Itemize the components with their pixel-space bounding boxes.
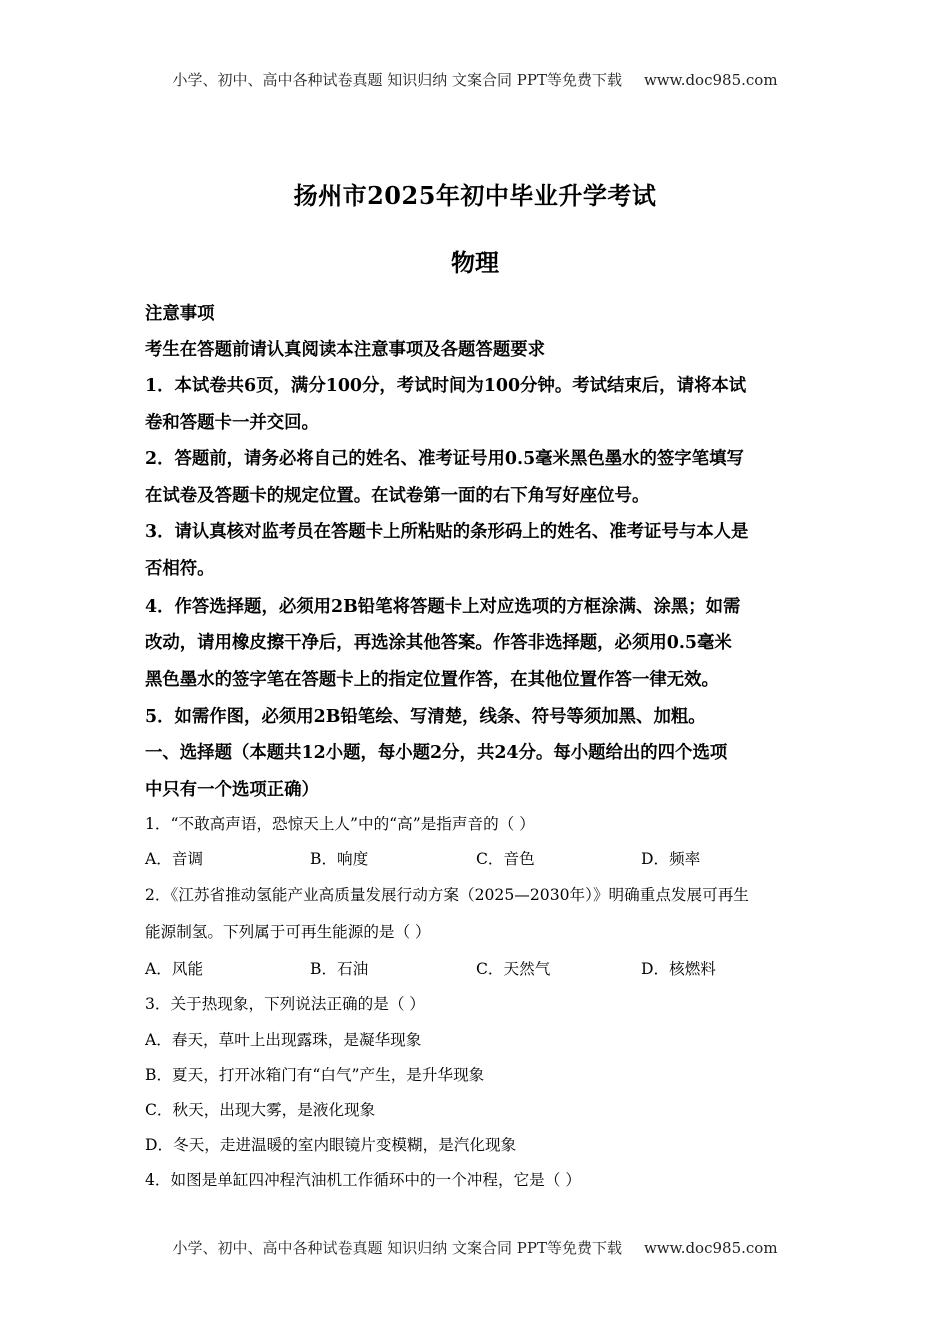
notice-line: 2．答题前，请务必将自己的姓名、准考证号用0.5毫米黑色墨水的签字笔填写 [145, 449, 744, 469]
question-1-option-c[interactable]: C．音色 [476, 850, 535, 868]
notice-heading: 注意事项 [145, 304, 215, 324]
question-3-stem: 3．关于热现象，下列说法正确的是（ ） [145, 995, 425, 1013]
header-url[interactable]: www.doc985.com [643, 71, 778, 89]
question-2-stem: 2．《江苏省推动氢能产业高质量发展行动方案（2025—2030年）》明确重点发展可再生 [145, 886, 749, 904]
question-1-stem: 1．“不敢高声语，恐惊天上人”中的“高”是指声音的（ ） [145, 815, 535, 833]
question-2-stem: 能源制氢。下列属于可再生能源的是（ ） [145, 923, 431, 941]
question-2-option-b[interactable]: B．石油 [310, 960, 369, 978]
footer-url[interactable]: www.doc985.com [643, 1239, 778, 1257]
notice-line: 卷和答题卡一并交回。 [145, 413, 319, 433]
section-heading: 一、选择题（本题共12小题，每小题2分，共24分。每小题给出的四个选项 [145, 743, 728, 763]
question-2-option-d[interactable]: D．核燃料 [641, 960, 716, 978]
footer-text: 小学、初中、高中各种试卷真题 知识归纳 文案合同 PPT等免费下载 [172, 1239, 622, 1257]
notice-intro: 考生在答题前请认真阅读本注意事项及各题答题要求 [145, 340, 545, 360]
header-text: 小学、初中、高中各种试卷真题 知识归纳 文案合同 PPT等免费下载 [172, 71, 622, 89]
page-header [0, 69, 950, 90]
notice-line: 在试卷及答题卡的规定位置。在试卷第一面的右下角写好座位号。 [145, 486, 650, 506]
section-heading: 中只有一个选项正确） [145, 780, 319, 800]
notice-line: 否相符。 [145, 559, 215, 579]
question-1-option-d[interactable]: D．频率 [641, 850, 701, 868]
notice-line: 3．请认真核对监考员在答题卡上所粘贴的条形码上的姓名、准考证号与本人是 [145, 522, 749, 542]
question-4-stem: 4．如图是单缸四冲程汽油机工作循环中的一个冲程，它是（ ） [145, 1171, 581, 1189]
exam-title: 扬州市2025年初中毕业升学考试 [293, 181, 657, 210]
notice-line: 黑色墨水的签字笔在答题卡上的指定位置作答，在其他位置作答一律无效。 [145, 670, 719, 690]
exam-subject: 物理 [451, 248, 499, 277]
page-footer [0, 1237, 950, 1258]
question-1-option-b[interactable]: B．响度 [310, 850, 369, 868]
notice-line: 5．如需作图，必须用2B铅笔绘、写清楚，线条、符号等须加黑、加粗。 [145, 707, 706, 727]
question-3-option-a[interactable]: A．春天，草叶上出现露珠，是凝华现象 [145, 1031, 422, 1049]
question-3-option-c[interactable]: C．秋天，出现大雾，是液化现象 [145, 1101, 376, 1119]
question-2-option-c[interactable]: C．天然气 [476, 960, 551, 978]
question-3-option-d[interactable]: D．冬天，走进温暖的室内眼镜片变模糊，是汽化现象 [145, 1136, 517, 1154]
notice-line: 4．作答选择题，必须用2B铅笔将答题卡上对应选项的方框涂满、涂黑；如需 [145, 597, 741, 617]
notice-line: 1．本试卷共6页，满分100分，考试时间为100分钟。考试结束后，请将本试 [145, 376, 747, 396]
question-2-option-a[interactable]: A．风能 [145, 960, 204, 978]
question-3-option-b[interactable]: B．夏天，打开冰箱门有“白气”产生，是升华现象 [145, 1066, 485, 1084]
question-1-option-a[interactable]: A．音调 [145, 850, 204, 868]
notice-line: 改动，请用橡皮擦干净后，再选涂其他答案。作答非选择题，必须用0.5毫米 [145, 633, 732, 653]
